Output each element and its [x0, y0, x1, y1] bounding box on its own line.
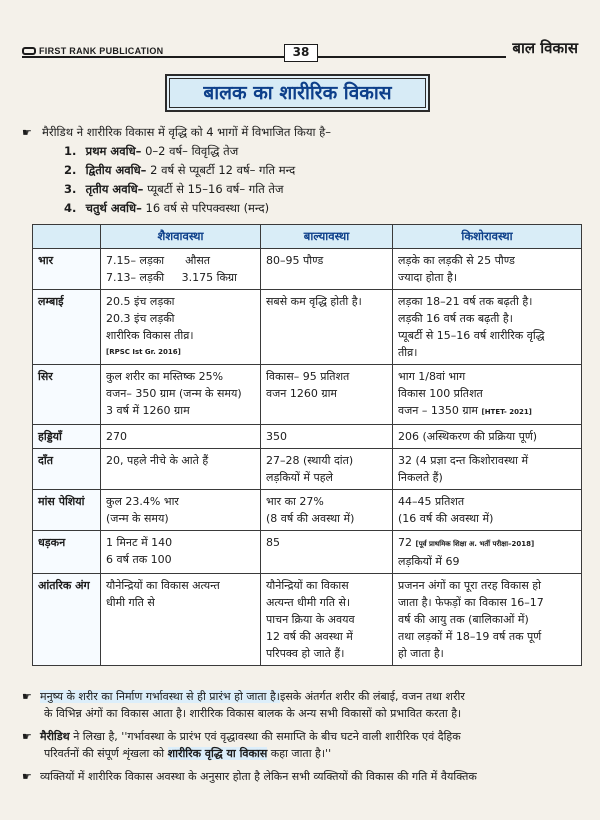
period-number: 3. [64, 182, 77, 196]
infancy-cell [101, 449, 261, 490]
cell-line: (जन्म के समय) [106, 512, 169, 525]
cell-line: (8 वर्ष की अवस्था में) [266, 512, 355, 525]
adolescence-cell [393, 574, 582, 666]
cell-line: 85 [266, 536, 280, 549]
childhood-cell [261, 365, 393, 425]
period-label: प्रथम अवधि– [85, 144, 142, 158]
cell-line: यौनेन्द्रियों का विकास [266, 579, 349, 592]
cell-line: लड़कियों में 69 [398, 555, 460, 568]
header-cell-childhood: बाल्यावस्था [261, 225, 393, 249]
note-paragraph [22, 768, 582, 785]
development-table [32, 224, 582, 666]
infancy-cell [101, 490, 261, 531]
table-row [33, 365, 582, 425]
period-label: चतुर्थ अवधि– [85, 201, 142, 215]
publisher-name [22, 46, 167, 56]
cell-line: 1 मिनट में 140 [106, 536, 173, 549]
cell-line: विकास– 95 प्रतिशत [266, 370, 350, 383]
cell-line: पाचन क्रिया के अवयव [266, 613, 355, 626]
table-row [33, 425, 582, 449]
cell-line: लड़का 18–21 वर्ष तक बढ़ती है। [398, 295, 533, 308]
period-text: 2 वर्ष से प्यूबर्टी 12 वर्ष– गति मन्द [150, 163, 296, 177]
note-text: कहा जाता है।'' [270, 747, 332, 760]
adolescence-cell [393, 249, 582, 290]
adolescence-cell [393, 290, 582, 365]
period-text: 16 वर्ष से परिपक्वस्था (मन्द) [145, 201, 270, 215]
cell-line: लड़कियों में पहले [266, 471, 333, 484]
cell-line: 80–95 पौण्ड [266, 254, 324, 267]
cell-line: (16 वर्ष की अवस्था में) [398, 512, 494, 525]
cell-line: 7.15– लड़का औसत [106, 254, 211, 267]
period-text: प्यूबर्टी से 15–16 वर्ष– गति तेज [147, 182, 284, 196]
period-item [22, 199, 582, 218]
cell-line: शारीरिक विकास तीव्र। [106, 329, 194, 342]
cell-line: 32 (4 प्रज्ञा दन्त किशोरावस्था में [398, 454, 529, 467]
table-row [33, 290, 582, 365]
cell-text: 72 [398, 536, 412, 549]
childhood-cell [261, 449, 393, 490]
table-row [33, 574, 582, 666]
row-parameter: सिर [33, 365, 101, 425]
row-parameter: धड़कन [33, 531, 101, 574]
cell-line: जाता है। फेफड़ों का विकास 16–17 [398, 596, 544, 609]
pointing-hand-icon: ☛ [22, 126, 32, 139]
infancy-cell [101, 531, 261, 574]
period-label: तृतीय अवधि– [85, 182, 144, 196]
header-cell-infancy: शैशवावस्था [101, 225, 261, 249]
cell-line: 7.13– लड़की 3.175 किग्रा [106, 271, 237, 284]
section-title: बालक का शारीरिक विकास [169, 78, 426, 108]
cell-line: भार का 27% [266, 495, 324, 508]
period-item [22, 180, 582, 199]
publisher-logo-icon [22, 47, 36, 55]
note-text: ने लिखा है, ''गर्भावस्था के प्रारंभ एवं वृद्धावस्था की समाप्ति के बीच घटने वाली शारीरिक एवं दैहिक [73, 730, 461, 743]
cell-line: वजन 1260 ग्राम [266, 387, 338, 400]
cell-line: ज्यादा होता है। [398, 271, 458, 284]
page-header [22, 40, 578, 70]
adolescence-cell [393, 490, 582, 531]
adolescence-cell [393, 531, 582, 574]
childhood-cell [261, 531, 393, 574]
intro-text: मैरीडिथ ने शारीरिक विकास में वृद्धि को 4 भागों में विभाजित किया है– [42, 125, 332, 139]
table-row [33, 531, 582, 574]
note-text: इसके अंतर्गत शरीर की लंबाई, वजन तथा शरीर [279, 690, 465, 703]
adolescence-cell [393, 365, 582, 425]
adolescence-cell: 206 (अस्थिकरण की प्रक्रिया पूर्ण) [393, 425, 582, 449]
cell-line: यौनेन्द्रियों का विकास अत्यन्त [106, 579, 220, 592]
cell-line: वजन– 350 ग्राम (जन्म के समय) [106, 387, 242, 400]
cell-line: वर्ष की आयु तक (बालिकाओं में) [398, 613, 529, 626]
cell-line: 27–28 (स्थायी दांत) [266, 454, 354, 467]
row-parameter: दाँत [33, 449, 101, 490]
cell-line: विकास 100 प्रतिशत [398, 387, 483, 400]
period-number: 2. [64, 163, 77, 177]
cell-line: भाग 1/8वां भाग [398, 370, 466, 383]
exam-reference: [पूर्व प्राथमिक शिक्षा अ. भर्ती परीक्षा–2018] [415, 540, 535, 548]
adolescence-cell [393, 449, 582, 490]
note-text: परिवर्तनों की संपूर्ण शृंखला को [44, 747, 165, 760]
author-name: मैरीडिथ [40, 730, 70, 743]
infancy-cell [101, 365, 261, 425]
cell-line: धीमी गति से [106, 596, 155, 609]
period-number: 4. [64, 201, 77, 215]
cell-line [398, 402, 576, 421]
cell-line: 3 वर्ष में 1260 ग्राम [106, 404, 190, 417]
period-number: 1. [64, 144, 77, 158]
pointing-hand-icon: ☛ [22, 730, 32, 743]
pointing-hand-icon: ☛ [22, 770, 32, 783]
cell-line: 44–45 प्रतिशत [398, 495, 465, 508]
cell-line: निकलते हैं) [398, 471, 443, 484]
cell-line: तीव्र। [398, 346, 418, 359]
exam-reference: [HTET- 2021] [481, 408, 532, 416]
header-cell-adolescence: किशोरावस्था [393, 225, 582, 249]
row-parameter: लम्बाई [33, 290, 101, 365]
pointing-hand-icon: ☛ [22, 690, 32, 703]
note-text: के विभिन्न अंगों का विकास आता है। शारीरिक विकास बालक के अन्य सभी विकासों को प्रभावित करता है। [44, 707, 462, 720]
table-header-row [33, 225, 582, 249]
period-item [22, 142, 582, 161]
period-label: द्वितीय अवधि– [85, 163, 147, 177]
period-text: 0–2 वर्ष– विवृद्धि तेज [145, 144, 239, 158]
childhood-cell [261, 249, 393, 290]
cell-line: परिपक्व हो जाते हैं। [266, 647, 345, 660]
infancy-cell: 270 [101, 425, 261, 449]
row-parameter: आंतरिक अंग [33, 574, 101, 666]
highlighted-text: मनुष्य के शरीर का निर्माण गर्भावस्था से ही प्रारंभ हो जाता है। [40, 690, 280, 703]
cell-line: लड़के का लड़की से 25 पौण्ड [398, 254, 515, 267]
cell-line: तथा लड़कों में 18–19 वर्ष तक पूर्ण [398, 630, 542, 643]
infancy-cell [101, 290, 261, 365]
cell-line: 20.5 इंच लड़का [106, 295, 175, 308]
cell-line: 12 वर्ष की अवस्था में [266, 630, 353, 643]
cell-line [398, 534, 576, 553]
cell-line: हो जाता है। [398, 647, 444, 660]
childhood-cell [261, 574, 393, 666]
cell-line: 20, पहले नीचे के आते हैं [106, 454, 209, 467]
cell-line: कुल शरीर का मस्तिष्क 25% [106, 370, 224, 383]
row-parameter: हड्डियाँ [33, 425, 101, 449]
note-paragraph [22, 728, 582, 762]
cell-line: 20.3 इंच लड़की [106, 312, 175, 325]
table-row [33, 490, 582, 531]
exam-reference: [RPSC Ist Gr. 2016] [106, 348, 181, 356]
cell-line: कुल 23.4% भार [106, 495, 179, 508]
childhood-cell [261, 490, 393, 531]
notes-section [22, 688, 582, 791]
intro-line [22, 122, 582, 142]
row-parameter: मांस पेशियां [33, 490, 101, 531]
cell-line: सबसे कम वृद्धि होती है। [266, 295, 362, 308]
infancy-cell [101, 249, 261, 290]
note-paragraph [22, 688, 582, 722]
cell-line: प्रजनन अंगों का पूरा तरह विकास हो [398, 579, 541, 592]
publisher-text: FIRST RANK PUBLICATION [39, 46, 164, 56]
cell-text: वजन – 1350 ग्राम [398, 404, 478, 417]
highlighted-text: शारीरिक वृद्धि या विकास [167, 747, 268, 760]
intro-section [22, 122, 582, 218]
childhood-cell: 350 [261, 425, 393, 449]
table-row [33, 249, 582, 290]
period-item [22, 161, 582, 180]
infancy-cell [101, 574, 261, 666]
cell-line: लड़की 16 वर्ष तक बढ़ती है। [398, 312, 513, 325]
section-title-box [165, 74, 430, 112]
page-number: 38 [284, 44, 318, 62]
table-row [33, 449, 582, 490]
note-text: व्यक्तियों में शारीरिक विकास अवस्था के अनुसार होता है लेकिन सभी व्यक्तियों की विकास की गति में वैयक्तिक [40, 770, 477, 783]
header-cell-blank [33, 225, 101, 249]
childhood-cell [261, 290, 393, 365]
cell-line: 6 वर्ष तक 100 [106, 553, 172, 566]
note-line [22, 745, 582, 762]
cell-line: अत्यन्त धीमी गति से। [266, 596, 351, 609]
cell-line: प्यूबर्टी से 15–16 वर्ष शारीरिक वृद्धि [398, 329, 545, 342]
row-parameter: भार [33, 249, 101, 290]
chapter-title: बाल विकास [506, 38, 578, 58]
